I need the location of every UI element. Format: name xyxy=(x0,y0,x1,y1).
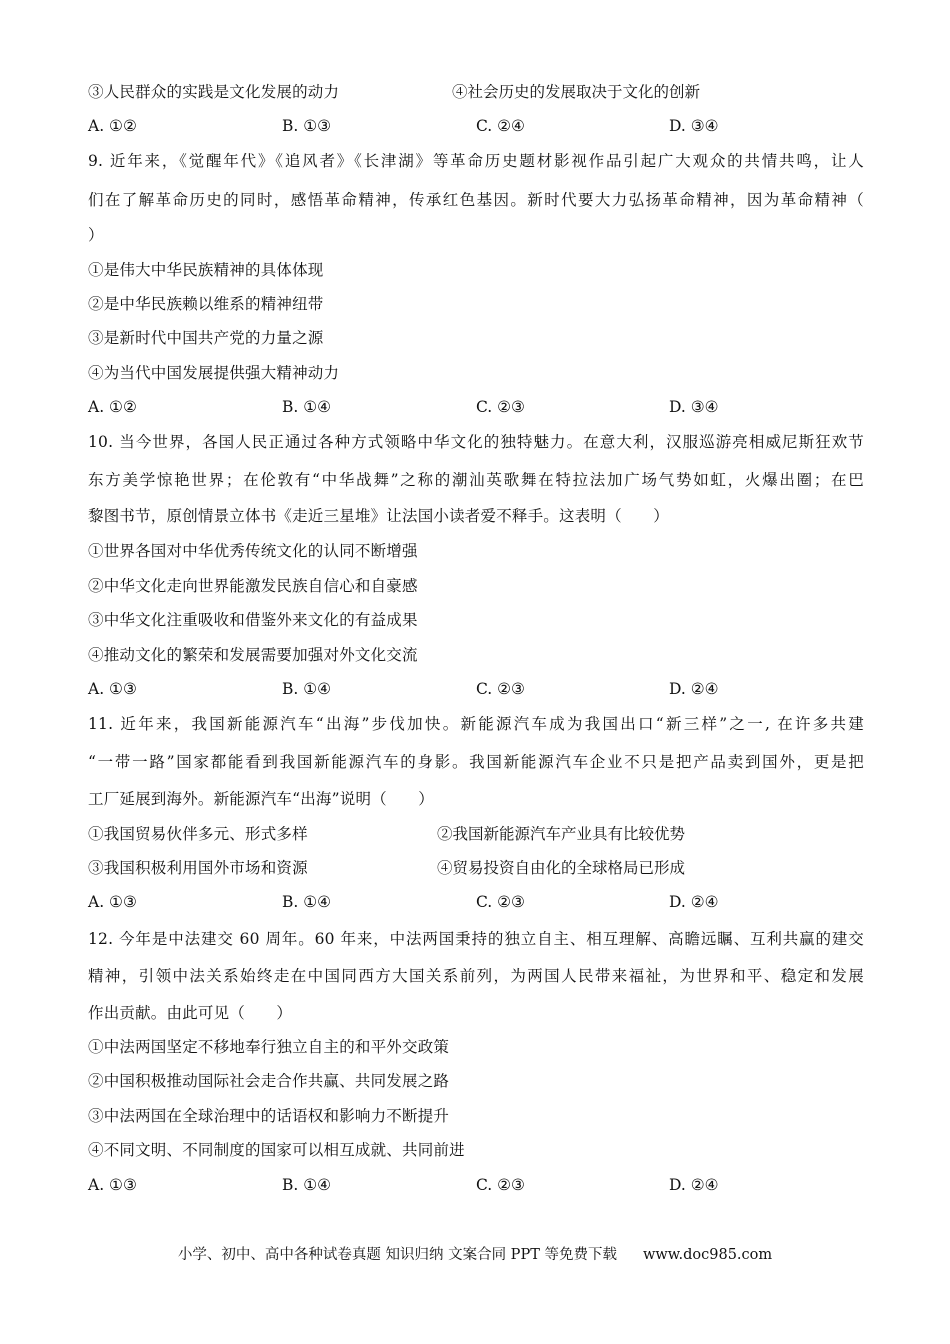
q9-statement-1: ①是伟大中华民族精神的具体体现 xyxy=(88,261,324,279)
q12-stem-line-1: 12. 今年是中法建交 60 周年。60 年来，中法两国秉持的独立自主、相互理解、高瞻远瞩、互利共赢的建交 xyxy=(88,930,864,948)
q11-statement-3: ③我国积极利用国外市场和资源 xyxy=(88,859,308,877)
q11-stem-line-2: “一带一路”国家都能看到我国新能源汽车的身影。我国新能源汽车企业不只是把产品卖到国外，更是把 xyxy=(88,753,864,771)
q12-option-a: A. ①③ xyxy=(88,1176,137,1194)
q8-statement-4: ④社会历史的发展取决于文化的创新 xyxy=(452,83,701,101)
q11-statement-4: ④贸易投资自由化的全球格局已形成 xyxy=(437,859,686,877)
q9-option-c: C. ②③ xyxy=(476,398,525,416)
q12-statement-4: ④不同文明、不同制度的国家可以相互成就、共同前进 xyxy=(88,1141,465,1159)
q10-option-a: A. ①③ xyxy=(88,680,137,698)
q8-option-a: A. ①② xyxy=(88,117,137,135)
footer-url[interactable]: www.doc985.com xyxy=(642,1247,773,1263)
q12-statement-3: ③中法两国在全球治理中的话语权和影响力不断提升 xyxy=(88,1107,450,1125)
q11-stem-line-3: 工厂延展到海外。新能源汽车“出海”说明（ ） xyxy=(88,790,434,808)
q9-option-a: A. ①② xyxy=(88,398,137,416)
q10-stem-line-1: 10. 当今世界，各国人民正通过各种方式领略中华文化的独特魅力。在意大利，汉服巡游亮相威尼斯狂欢节 xyxy=(88,433,864,451)
q8-statement-3: ③人民群众的实践是文化发展的动力 xyxy=(88,83,340,101)
q10-option-b: B. ①④ xyxy=(282,680,332,698)
q11-option-b: B. ①④ xyxy=(282,893,332,911)
q9-stem-line-3: ） xyxy=(88,226,104,244)
q8-option-b: B. ①③ xyxy=(282,117,332,135)
q11-statement-1: ①我国贸易伙伴多元、形式多样 xyxy=(88,825,308,843)
q10-statement-1: ①世界各国对中华优秀传统文化的认同不断增强 xyxy=(88,542,418,560)
q9-statement-3: ③是新时代中国共产党的力量之源 xyxy=(88,329,324,347)
q9-stem-line-1: 9. 近年来，《觉醒年代》《追风者》《长津湖》等革命历史题材影视作品引起广大观众的共情共鸣，让人 xyxy=(88,152,864,170)
q12-option-d: D. ②④ xyxy=(669,1176,719,1194)
page-footer xyxy=(0,1245,950,1265)
q10-statement-2: ②中华文化走向世界能激发民族自信心和自豪感 xyxy=(88,577,418,595)
q10-stem-line-2: 东方美学惊艳世界；在伦敦有“中华战舞”之称的潮汕英歌舞在特拉法加广场气势如虹，火爆出圈；在巴 xyxy=(88,471,864,489)
q10-stem-line-3: 黎图书节，原创情景立体书《走近三星堆》让法国小读者爱不释手。这表明（ ） xyxy=(88,507,669,525)
q11-statement-2: ②我国新能源汽车产业具有比较优势 xyxy=(437,825,686,843)
q10-statement-4: ④推动文化的繁荣和发展需要加强对外文化交流 xyxy=(88,646,418,664)
q9-statement-2: ②是中华民族赖以维系的精神纽带 xyxy=(88,295,324,313)
footer-text: 小学、初中、高中各种试卷真题 知识归纳 文案合同 PPT 等免费下载 xyxy=(177,1247,617,1263)
q12-statement-1: ①中法两国坚定不移地奉行独立自主的和平外交政策 xyxy=(88,1038,450,1056)
q10-statement-3: ③中华文化注重吸收和借鉴外来文化的有益成果 xyxy=(88,611,418,629)
q8-option-c: C. ②④ xyxy=(476,117,525,135)
q11-option-d: D. ②④ xyxy=(669,893,719,911)
q10-option-c: C. ②③ xyxy=(476,680,525,698)
q12-option-c: C. ②③ xyxy=(476,1176,525,1194)
q8-option-d: D. ③④ xyxy=(669,117,719,135)
q9-option-d: D. ③④ xyxy=(669,398,719,416)
q12-statement-2: ②中国积极推动国际社会走合作共赢、共同发展之路 xyxy=(88,1072,450,1090)
q12-option-b: B. ①④ xyxy=(282,1176,332,1194)
q12-stem-line-2: 精神，引领中法关系始终走在中国同西方大国关系前列，为两国人民带来福祉，为世界和平、稳定和发展 xyxy=(88,967,864,985)
q9-stem-line-2: 们在了解革命历史的同时，感悟革命精神，传承红色基因。新时代要大力弘扬革命精神，因为革命精神（ xyxy=(88,191,864,209)
q11-option-a: A. ①③ xyxy=(88,893,137,911)
q10-option-d: D. ②④ xyxy=(669,680,719,698)
q11-option-c: C. ②③ xyxy=(476,893,525,911)
q12-stem-line-3: 作出贡献。由此可见（ ） xyxy=(88,1004,293,1022)
q9-option-b: B. ①④ xyxy=(282,398,332,416)
q9-statement-4: ④为当代中国发展提供强大精神动力 xyxy=(88,364,340,382)
q11-stem-line-1: 11. 近年来，我国新能源汽车“出海”步伐加快。新能源汽车成为我国出口“新三样”之一, 在许多共建 xyxy=(88,715,864,733)
